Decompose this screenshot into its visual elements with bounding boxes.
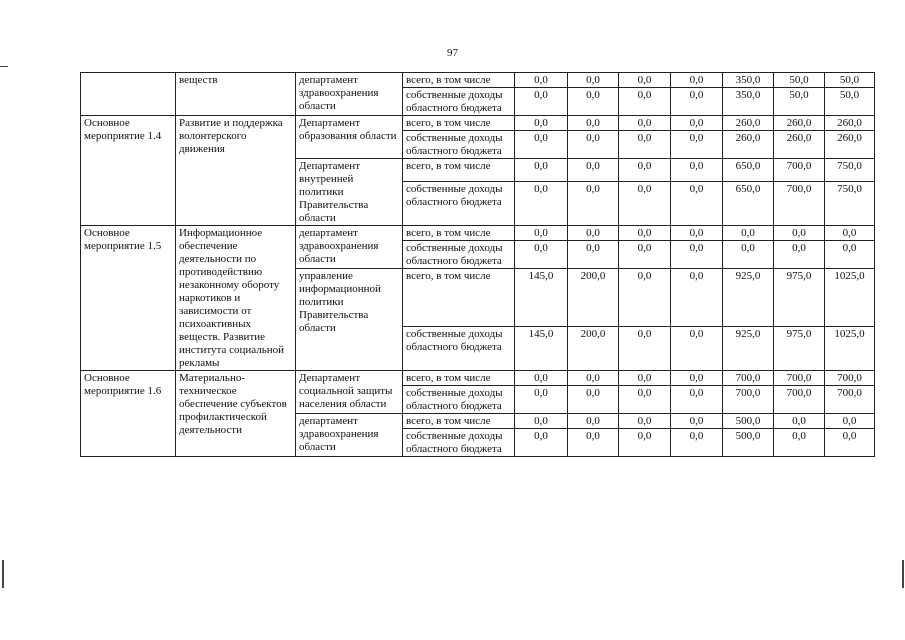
budget-value-cell: 700,0 — [774, 159, 825, 182]
funding-source-cell: собственные доходы областного бюджета — [403, 327, 515, 371]
budget-value-cell: 0,0 — [568, 182, 619, 226]
budget-value-cell: 0,0 — [671, 429, 723, 457]
funding-source-cell: собственные доходы областного бюджета — [403, 182, 515, 226]
budget-value-cell: 700,0 — [774, 371, 825, 386]
budget-value-cell: 0,0 — [515, 131, 568, 159]
page-number: 97 — [447, 47, 458, 59]
scan-edge-mark — [2, 560, 4, 588]
budget-value-cell: 50,0 — [774, 88, 825, 116]
event-title-cell: Основное мероприятие 1.5 — [81, 226, 176, 371]
funding-source-cell: всего, в том числе — [403, 414, 515, 429]
budget-value-cell: 0,0 — [619, 131, 671, 159]
event-description-cell: Материально-техническое обеспечение субъектов профилактической деятельности — [176, 371, 296, 457]
budget-value-cell: 0,0 — [825, 226, 875, 241]
budget-value-cell: 145,0 — [515, 327, 568, 371]
budget-value-cell: 0,0 — [619, 73, 671, 88]
budget-value-cell: 0,0 — [515, 88, 568, 116]
funding-source-cell: всего, в том числе — [403, 269, 515, 327]
funding-source-cell: всего, в том числе — [403, 116, 515, 131]
budget-value-cell: 0,0 — [671, 269, 723, 327]
budget-value-cell: 1025,0 — [825, 269, 875, 327]
budget-value-cell: 700,0 — [723, 386, 774, 414]
budget-value-cell: 0,0 — [619, 116, 671, 131]
budget-value-cell: 145,0 — [515, 269, 568, 327]
budget-value-cell: 700,0 — [825, 386, 875, 414]
budget-value-cell: 0,0 — [774, 414, 825, 429]
funding-source-cell: всего, в том числе — [403, 159, 515, 182]
event-title-cell: Основное мероприятие 1.4 — [81, 116, 176, 226]
budget-value-cell: 50,0 — [774, 73, 825, 88]
budget-value-cell: 0,0 — [568, 73, 619, 88]
budget-value-cell: 0,0 — [825, 241, 875, 269]
budget-value-cell: 0,0 — [723, 241, 774, 269]
budget-value-cell: 260,0 — [723, 131, 774, 159]
table-row — [81, 371, 875, 386]
responsible-department-cell: департамент здравоохранения области — [296, 414, 403, 457]
budget-value-cell: 0,0 — [825, 414, 875, 429]
budget-value-cell: 0,0 — [515, 371, 568, 386]
budget-value-cell: 0,0 — [774, 241, 825, 269]
budget-value-cell: 0,0 — [515, 241, 568, 269]
budget-value-cell: 0,0 — [619, 414, 671, 429]
event-description-cell: Развитие и поддержка волонтерского движения — [176, 116, 296, 226]
budget-value-cell: 260,0 — [723, 116, 774, 131]
budget-value-cell: 0,0 — [671, 241, 723, 269]
funding-source-cell: всего, в том числе — [403, 226, 515, 241]
budget-value-cell: 50,0 — [825, 73, 875, 88]
budget-value-cell: 0,0 — [568, 386, 619, 414]
budget-value-cell: 0,0 — [671, 414, 723, 429]
budget-value-cell: 0,0 — [568, 241, 619, 269]
budget-value-cell: 0,0 — [619, 159, 671, 182]
budget-value-cell: 350,0 — [723, 88, 774, 116]
budget-value-cell: 0,0 — [619, 429, 671, 457]
funding-source-cell: собственные доходы областного бюджета — [403, 131, 515, 159]
budget-value-cell: 700,0 — [723, 371, 774, 386]
event-title-cell — [81, 73, 176, 116]
budget-value-cell: 0,0 — [568, 159, 619, 182]
budget-value-cell: 0,0 — [671, 73, 723, 88]
budget-value-cell: 0,0 — [619, 327, 671, 371]
budget-value-cell: 0,0 — [774, 226, 825, 241]
event-description-cell: веществ — [176, 73, 296, 116]
budget-value-cell: 650,0 — [723, 159, 774, 182]
budget-value-cell: 0,0 — [619, 88, 671, 116]
budget-value-cell: 200,0 — [568, 269, 619, 327]
budget-value-cell: 0,0 — [515, 429, 568, 457]
budget-value-cell: 0,0 — [619, 269, 671, 327]
budget-value-cell: 260,0 — [825, 131, 875, 159]
scan-edge-mark — [0, 66, 8, 67]
budget-value-cell: 0,0 — [619, 182, 671, 226]
budget-value-cell: 260,0 — [774, 131, 825, 159]
budget-value-cell: 0,0 — [671, 131, 723, 159]
budget-value-cell: 0,0 — [671, 327, 723, 371]
budget-value-cell: 0,0 — [515, 414, 568, 429]
budget-value-cell: 700,0 — [774, 386, 825, 414]
funding-source-cell: собственные доходы областного бюджета — [403, 386, 515, 414]
budget-value-cell: 0,0 — [723, 226, 774, 241]
budget-value-cell: 975,0 — [774, 269, 825, 327]
table-row — [81, 226, 875, 241]
table-row — [81, 116, 875, 131]
responsible-department-cell: Департамент социальной защиты населения области — [296, 371, 403, 414]
responsible-department-cell: управление информационной политики Правительства области — [296, 269, 403, 371]
budget-value-cell: 0,0 — [619, 226, 671, 241]
budget-value-cell: 650,0 — [723, 182, 774, 226]
event-title-cell: Основное мероприятие 1.6 — [81, 371, 176, 457]
funding-source-cell: всего, в том числе — [403, 371, 515, 386]
budget-value-cell: 260,0 — [825, 116, 875, 131]
budget-value-cell: 925,0 — [723, 327, 774, 371]
budget-value-cell: 0,0 — [671, 159, 723, 182]
budget-value-cell: 0,0 — [515, 182, 568, 226]
budget-value-cell: 260,0 — [774, 116, 825, 131]
budget-value-cell: 0,0 — [671, 182, 723, 226]
budget-value-cell: 0,0 — [568, 116, 619, 131]
budget-value-cell: 0,0 — [515, 159, 568, 182]
budget-value-cell: 0,0 — [671, 226, 723, 241]
budget-value-cell: 0,0 — [568, 226, 619, 241]
budget-value-cell: 0,0 — [568, 371, 619, 386]
budget-value-cell: 750,0 — [825, 159, 875, 182]
budget-value-cell: 700,0 — [774, 182, 825, 226]
budget-value-cell: 750,0 — [825, 182, 875, 226]
budget-value-cell: 0,0 — [619, 241, 671, 269]
budget-value-cell: 0,0 — [825, 429, 875, 457]
budget-value-cell: 0,0 — [515, 226, 568, 241]
budget-value-cell: 0,0 — [619, 371, 671, 386]
budget-value-cell: 500,0 — [723, 429, 774, 457]
responsible-department-cell: Департамент внутренней политики Правительства области — [296, 159, 403, 226]
budget-value-cell: 0,0 — [515, 116, 568, 131]
budget-value-cell: 975,0 — [774, 327, 825, 371]
budget-value-cell: 700,0 — [825, 371, 875, 386]
budget-value-cell: 500,0 — [723, 414, 774, 429]
budget-value-cell: 1025,0 — [825, 327, 875, 371]
budget-value-cell: 0,0 — [568, 88, 619, 116]
responsible-department-cell: департамент здравоохранения области — [296, 73, 403, 116]
budget-value-cell: 0,0 — [671, 88, 723, 116]
funding-source-cell: собственные доходы областного бюджета — [403, 241, 515, 269]
scan-edge-mark — [902, 560, 904, 588]
budget-value-cell: 0,0 — [671, 116, 723, 131]
budget-value-cell: 0,0 — [671, 371, 723, 386]
budget-value-cell: 0,0 — [619, 386, 671, 414]
budget-table — [80, 72, 875, 457]
budget-value-cell: 0,0 — [568, 131, 619, 159]
budget-value-cell: 350,0 — [723, 73, 774, 88]
budget-value-cell: 200,0 — [568, 327, 619, 371]
budget-value-cell: 0,0 — [671, 386, 723, 414]
table-row — [81, 73, 875, 88]
budget-value-cell: 925,0 — [723, 269, 774, 327]
event-description-cell: Информационное обеспечение деятельности по противодействию незаконному обороту наркотиков и зависимости от психоактивных веществ. Развитие института социальной рекламы — [176, 226, 296, 371]
funding-source-cell: собственные доходы областного бюджета — [403, 429, 515, 457]
responsible-department-cell: Департамент образования области — [296, 116, 403, 159]
budget-value-cell: 50,0 — [825, 88, 875, 116]
funding-source-cell: всего, в том числе — [403, 73, 515, 88]
funding-source-cell: собственные доходы областного бюджета — [403, 88, 515, 116]
budget-value-cell: 0,0 — [774, 429, 825, 457]
budget-value-cell: 0,0 — [515, 73, 568, 88]
responsible-department-cell: департамент здравоохранения области — [296, 226, 403, 269]
budget-value-cell: 0,0 — [568, 429, 619, 457]
budget-value-cell: 0,0 — [568, 414, 619, 429]
budget-value-cell: 0,0 — [515, 386, 568, 414]
